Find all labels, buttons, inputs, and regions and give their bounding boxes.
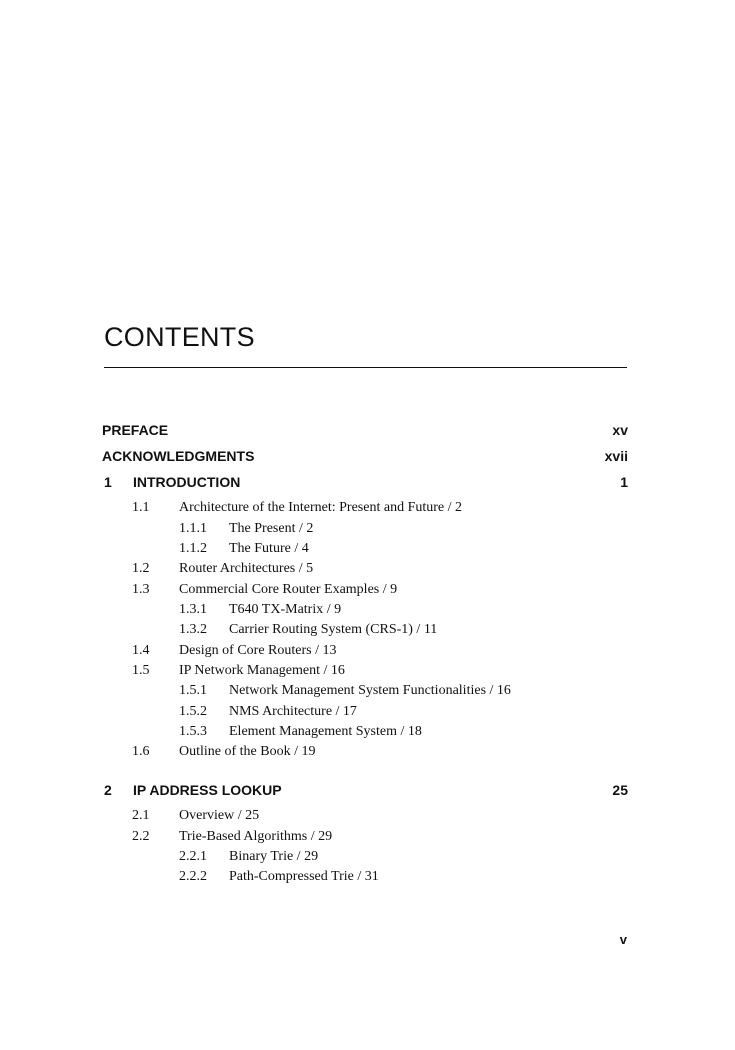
chapter-page: 1: [620, 474, 628, 490]
section-text: Design of Core Routers / 13: [179, 643, 337, 658]
section-text: IP Network Management / 16: [179, 663, 345, 678]
subsection-text: T640 TX-Matrix / 9: [229, 602, 342, 617]
entry-page: xvii: [604, 448, 628, 464]
entry-title: ACKNOWLEDGMENTS: [102, 448, 255, 464]
section-text: Architecture of the Internet: Present and Future / 2: [179, 500, 463, 515]
entry-page: xv: [612, 422, 628, 438]
subsection-number: 1.3.2: [179, 622, 207, 637]
subsection-number: 2.2.2: [179, 869, 207, 884]
entry-title: PREFACE: [102, 422, 169, 438]
section-number: 1.5: [132, 663, 150, 678]
subsection-number: 1.3.1: [179, 602, 207, 617]
subsection-text: The Future / 4: [229, 541, 309, 556]
subsection-text: Carrier Routing System (CRS-1) / 11: [229, 622, 438, 637]
section-number: 2.1: [132, 808, 150, 823]
subsection-number: 1.5.2: [179, 704, 207, 719]
page-folio: v: [619, 932, 627, 947]
subsection-text: Element Management System / 18: [229, 724, 422, 739]
title-rule: [104, 367, 627, 368]
section-number: 1.3: [132, 582, 150, 597]
subsection-text: The Present / 2: [229, 521, 314, 536]
section-number: 2.2: [132, 829, 150, 844]
section-number: 1.2: [132, 561, 150, 576]
chapter-number: 1: [104, 474, 112, 490]
chapter-title: IP ADDRESS LOOKUP: [133, 782, 282, 798]
section-number: 1.4: [132, 643, 150, 658]
chapter-title: INTRODUCTION: [133, 474, 241, 490]
section-text: Overview / 25: [179, 808, 260, 823]
subsection-number: 1.1.1: [179, 521, 207, 536]
subsection-number: 1.1.2: [179, 541, 207, 556]
toc-entry-acknowledgments[interactable]: [102, 448, 628, 464]
subsection-number: 1.5.1: [179, 683, 207, 698]
chapter-number: 2: [104, 782, 112, 798]
page-title: CONTENTS: [104, 322, 255, 352]
section-text: Trie-Based Algorithms / 29: [179, 829, 333, 844]
section-text: Commercial Core Router Examples / 9: [179, 582, 398, 597]
subsection-number: 1.5.3: [179, 724, 207, 739]
subsection-text: NMS Architecture / 17: [229, 704, 357, 719]
subsection-text: Network Management System Functionalities / 16: [229, 683, 511, 698]
subsection-text: Path-Compressed Trie / 31: [229, 869, 379, 884]
subsection-text: Binary Trie / 29: [229, 849, 319, 864]
section-text: Router Architectures / 5: [179, 561, 314, 576]
section-number: 1.1: [132, 500, 150, 515]
subsection-number: 2.2.1: [179, 849, 207, 864]
toc-entry-preface[interactable]: [102, 422, 628, 438]
chapter-page: 25: [612, 782, 628, 798]
section-text: Outline of the Book / 19: [179, 744, 316, 759]
section-number: 1.6: [132, 744, 150, 759]
